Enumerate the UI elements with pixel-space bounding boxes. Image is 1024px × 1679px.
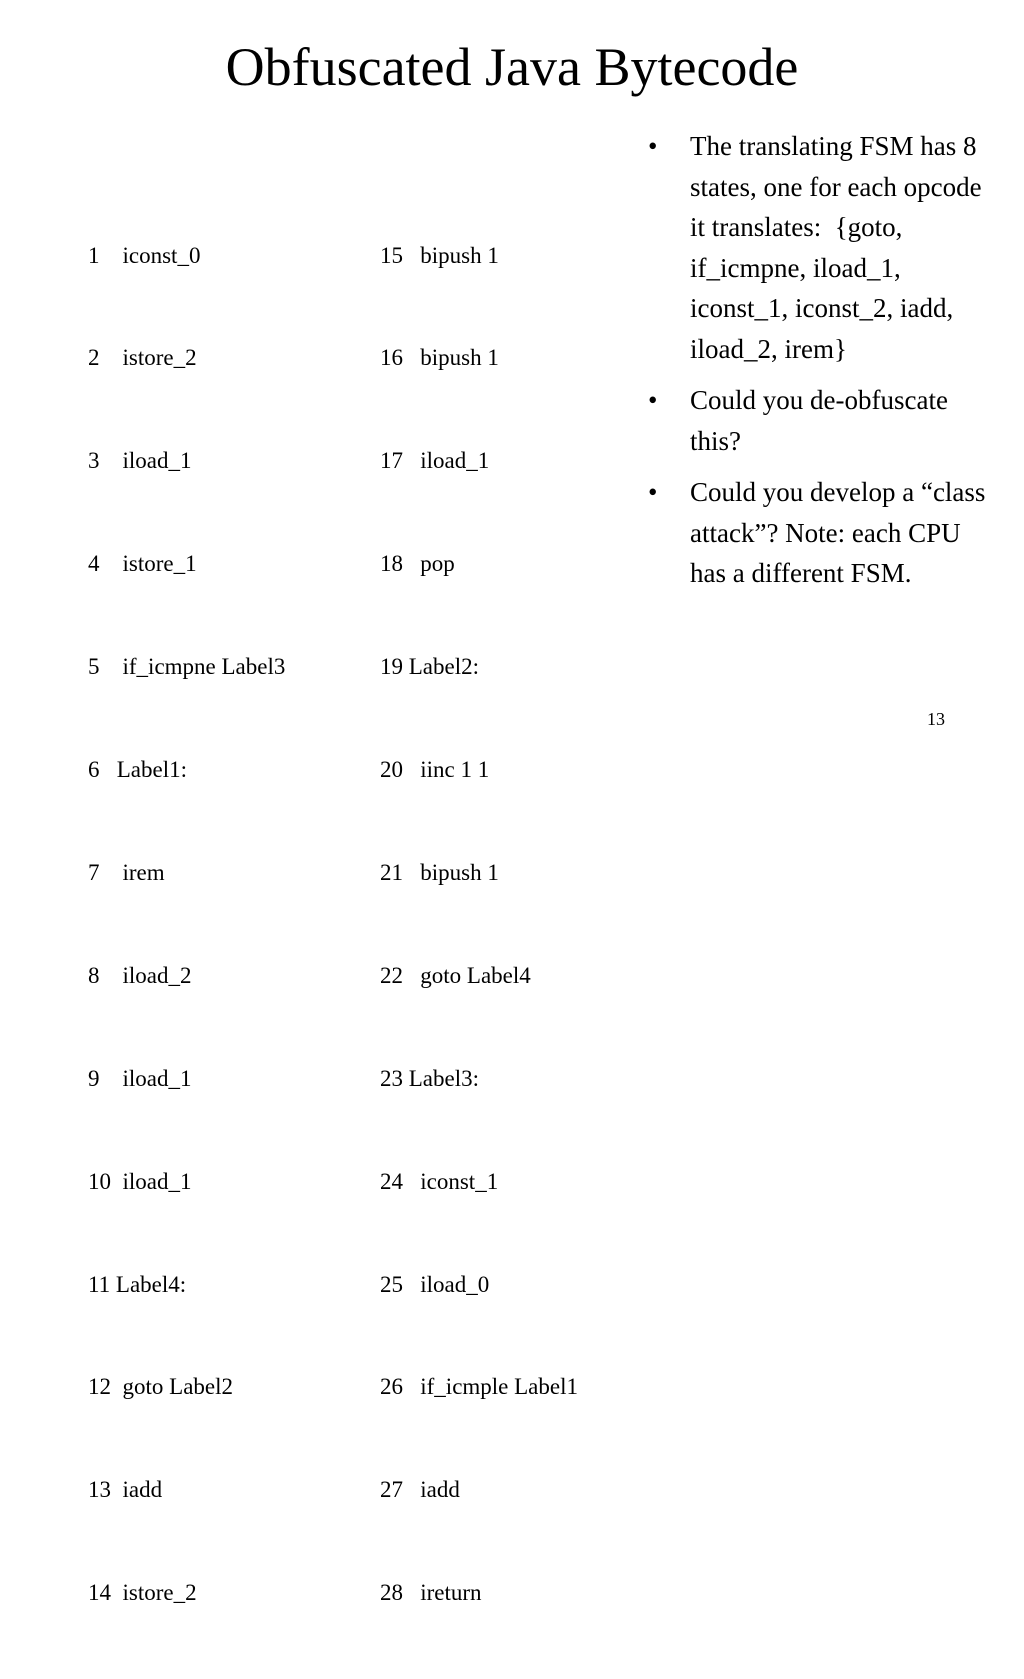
bytecode-line-22: 22 goto Label4 [380, 962, 531, 988]
bytecode-line-9: 9 iload_1 [88, 1065, 192, 1091]
bytecode-line-5: 5 if_icmpne Label3 [88, 654, 286, 680]
bytecode-line-6: 6 Label1: [88, 757, 187, 783]
bytecode-right-column [380, 170, 578, 1679]
bytecode-line-2: 2 istore_2 [88, 345, 197, 371]
bytecode-line-20: 20 iinc 1 1 [380, 757, 490, 783]
bytecode-line-7: 7 irem [88, 859, 165, 885]
bytecode-line-11: 11 Label4: [88, 1271, 187, 1297]
bullet-point-icon: • [648, 385, 658, 415]
bytecode-left-column [88, 170, 285, 1679]
slide-title: Obfuscated Java Bytecode [225, 37, 799, 97]
bytecode-line-17: 17 iload_1 [380, 448, 490, 474]
bullet-fsm-states [648, 126, 993, 369]
bullet-text: Could you develop a “class attack”? Note: each CPU has a different FSM. [690, 477, 993, 588]
bullet-text: The translating FSM has 8 states, one for each opcode it translates: {goto, if_icmpne, iload_1, iconst_1, iconst_2, iadd, iload_2, irem} [690, 131, 989, 364]
bytecode-line-19: 19 Label2: [380, 654, 479, 680]
bytecode-line-27: 27 iadd [380, 1477, 460, 1503]
bullet-list [648, 126, 993, 605]
bytecode-line-26: 26 if_icmple Label1 [380, 1374, 578, 1400]
bullet-point-icon: • [648, 131, 658, 161]
bytecode-line-23: 23 Label3: [380, 1065, 479, 1091]
page-number: 13 [927, 709, 945, 729]
bytecode-line-16: 16 bipush 1 [380, 345, 499, 371]
bytecode-line-8: 8 iload_2 [88, 962, 192, 988]
bytecode-line-1: 1 iconst_0 [88, 242, 201, 268]
bytecode-line-28: 28 ireturn [380, 1580, 482, 1606]
bytecode-line-14: 14 istore_2 [88, 1580, 197, 1606]
bytecode-line-13: 13 iadd [88, 1477, 163, 1503]
bytecode-line-15: 15 bipush 1 [380, 242, 499, 268]
bullet-deobfuscate [648, 380, 993, 461]
bullet-point-icon: • [648, 477, 658, 507]
bullet-class-attack [648, 472, 993, 594]
bullet-text: Could you de-obfuscate this? [690, 385, 955, 456]
bytecode-line-21: 21 bipush 1 [380, 859, 499, 885]
bytecode-line-10: 10 iload_1 [88, 1168, 192, 1194]
bytecode-line-24: 24 iconst_1 [380, 1168, 499, 1194]
bytecode-line-12: 12 goto Label2 [88, 1374, 233, 1400]
bytecode-line-4: 4 istore_1 [88, 551, 197, 577]
bytecode-line-18: 18 pop [380, 551, 455, 577]
bytecode-line-3: 3 iload_1 [88, 448, 192, 474]
bytecode-line-25: 25 iload_0 [380, 1271, 490, 1297]
